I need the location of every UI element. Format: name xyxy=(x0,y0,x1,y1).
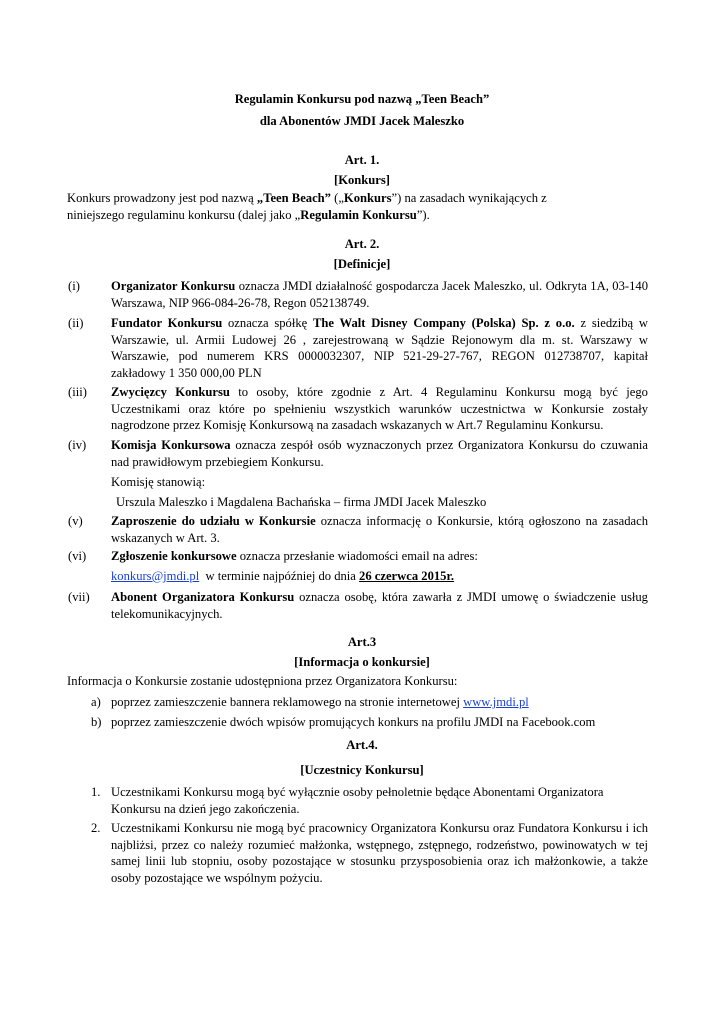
art4-point-1: Uczestnikami Konkursu mogą być wyłącznie osoby pełnoletnie będące Abonentami Organizatora Konkursu na dzień jego zakończenia. xyxy=(111,785,604,816)
definition-invitation: Zaproszenie do udziału w Konkursie oznacza informację o Konkursie, którą ogłoszono na zasadach wskazanych w Art. 3. xyxy=(111,514,648,545)
art1-subheading: [Konkurs] xyxy=(334,173,390,187)
list-label: b) xyxy=(91,715,102,729)
definition-label: (iv) xyxy=(68,438,87,452)
definition-sponsor: Fundator Konkursu oznacza spółkę The Walt Disney Company (Polska) Sp. z o.o. z siedzibą w Warszawie, ul. Armii Ludowej 26 , zarejestrowaną w Sądzie Rejonowym dla m. st. Warszawy w Warszawie, pod numerem KRS 0000032307, NIP 521-29-27-767, REGON 012738707, kapitał zakładowy 1 350 000,00 PLN xyxy=(111,316,648,380)
definition-winners: Zwycięzcy Konkursu to osoby, które zgodnie z Art. 4 Regulaminu Konkursu mogą być jego Uczestnikami oraz które po spełnieniu wszystkich warunków uczestnictwa w Konkursie zostały nagrodzone przez Komisję Konkursową na zasadach wskazanych w Art.7 Regulaminu Konkursu. xyxy=(111,385,648,433)
definition-label: (ii) xyxy=(68,316,84,330)
definition-label: (vi) xyxy=(68,549,87,563)
art3-subheading: [Informacja o konkursie] xyxy=(294,655,430,669)
email-link[interactable]: konkurs@jmdi.pl xyxy=(111,569,200,583)
committee-intro: Komisję stanowią: xyxy=(111,475,206,489)
submission-deadline: konkurs@jmdi.pl w terminie najpóźniej do dnia 26 czerwca 2015r. xyxy=(111,569,455,583)
website-link[interactable]: www.jmdi.pl xyxy=(463,695,529,709)
art1-heading: Art. 1. xyxy=(344,153,380,167)
art3-item-b: poprzez zamieszczenie dwóch wpisów promujących konkurs na profilu JMDI na Facebook.com xyxy=(111,715,596,729)
art1-paragraph: Konkurs prowadzony jest pod nazwą „Teen Beach” („Konkurs”) na zasadach wynikających z niniejszego regulaminu konkursu (dalej jako „Regulamin Konkursu”). xyxy=(67,191,547,222)
title-contest-name: „Teen Beach” xyxy=(415,92,490,106)
definition-submission: Zgłoszenie konkursowe oznacza przesłanie wiadomości email na adres: xyxy=(111,549,478,563)
title-text: Regulamin Konkursu pod nazwą xyxy=(234,92,416,106)
art4-point-2: Uczestnikami Konkursu nie mogą być pracownicy Organizatora Konkursu oraz Fundatora Konkursu i ich najbliżsi, przez co należy rozumieć małżonka, wstępnego, zstępnego, rodzeństwo, powinowatych w tej samej linii lub stopniu, osoby pozostające w stosunku przysposobienia oraz ich małżonkowie, a także osoby pozostające we wspólnym pożyciu. xyxy=(111,821,648,885)
art4-heading: Art.4. xyxy=(346,738,378,752)
definition-label: (i) xyxy=(68,279,80,293)
document-subtitle: dla Abonentów JMDI Jacek Maleszko xyxy=(259,114,465,128)
definition-committee: Komisja Konkursowa oznacza zespół osób wyznaczonych przez Organizatora Konkursu do czuwania nad prawidłowym przebiegiem Konkursu. xyxy=(111,438,648,469)
art3-intro: Informacja o Konkursie zostanie udostępniona przez Organizatora Konkursu: xyxy=(67,674,458,688)
list-label: a) xyxy=(91,695,101,709)
definition-label: (v) xyxy=(68,514,83,528)
deadline-date: 26 czerwca 2015r. xyxy=(359,569,455,583)
art3-heading: Art.3 xyxy=(347,635,377,649)
art2-heading: Art. 2. xyxy=(344,237,380,251)
definition-label: (vii) xyxy=(68,590,90,604)
document-title xyxy=(0,91,724,108)
art3-item-a: poprzez zamieszczenie bannera reklamowego na stronie internetowej www.jmdi.pl xyxy=(111,695,529,709)
definition-label: (iii) xyxy=(68,385,87,399)
art4-subheading: [Uczestnicy Konkursu] xyxy=(300,763,424,777)
list-label: 1. xyxy=(91,785,101,799)
definition-organizer: Organizator Konkursu oznacza JMDI działalność gospodarcza Jacek Maleszko, ul. Odkryta 1A, 03-140 Warszawa, NIP 966-084-26-78, Regon 052138749. xyxy=(111,279,648,310)
definition-subscriber: Abonent Organizatora Konkursu oznacza osobę, która zawarła z JMDI umowę o świadczenie usług telekomunikacyjnych. xyxy=(111,590,648,621)
committee-members: Urszula Maleszko i Magdalena Bachańska – firma JMDI Jacek Maleszko xyxy=(116,495,487,509)
list-label: 2. xyxy=(91,821,101,835)
art2-subheading: [Definicje] xyxy=(333,257,391,271)
